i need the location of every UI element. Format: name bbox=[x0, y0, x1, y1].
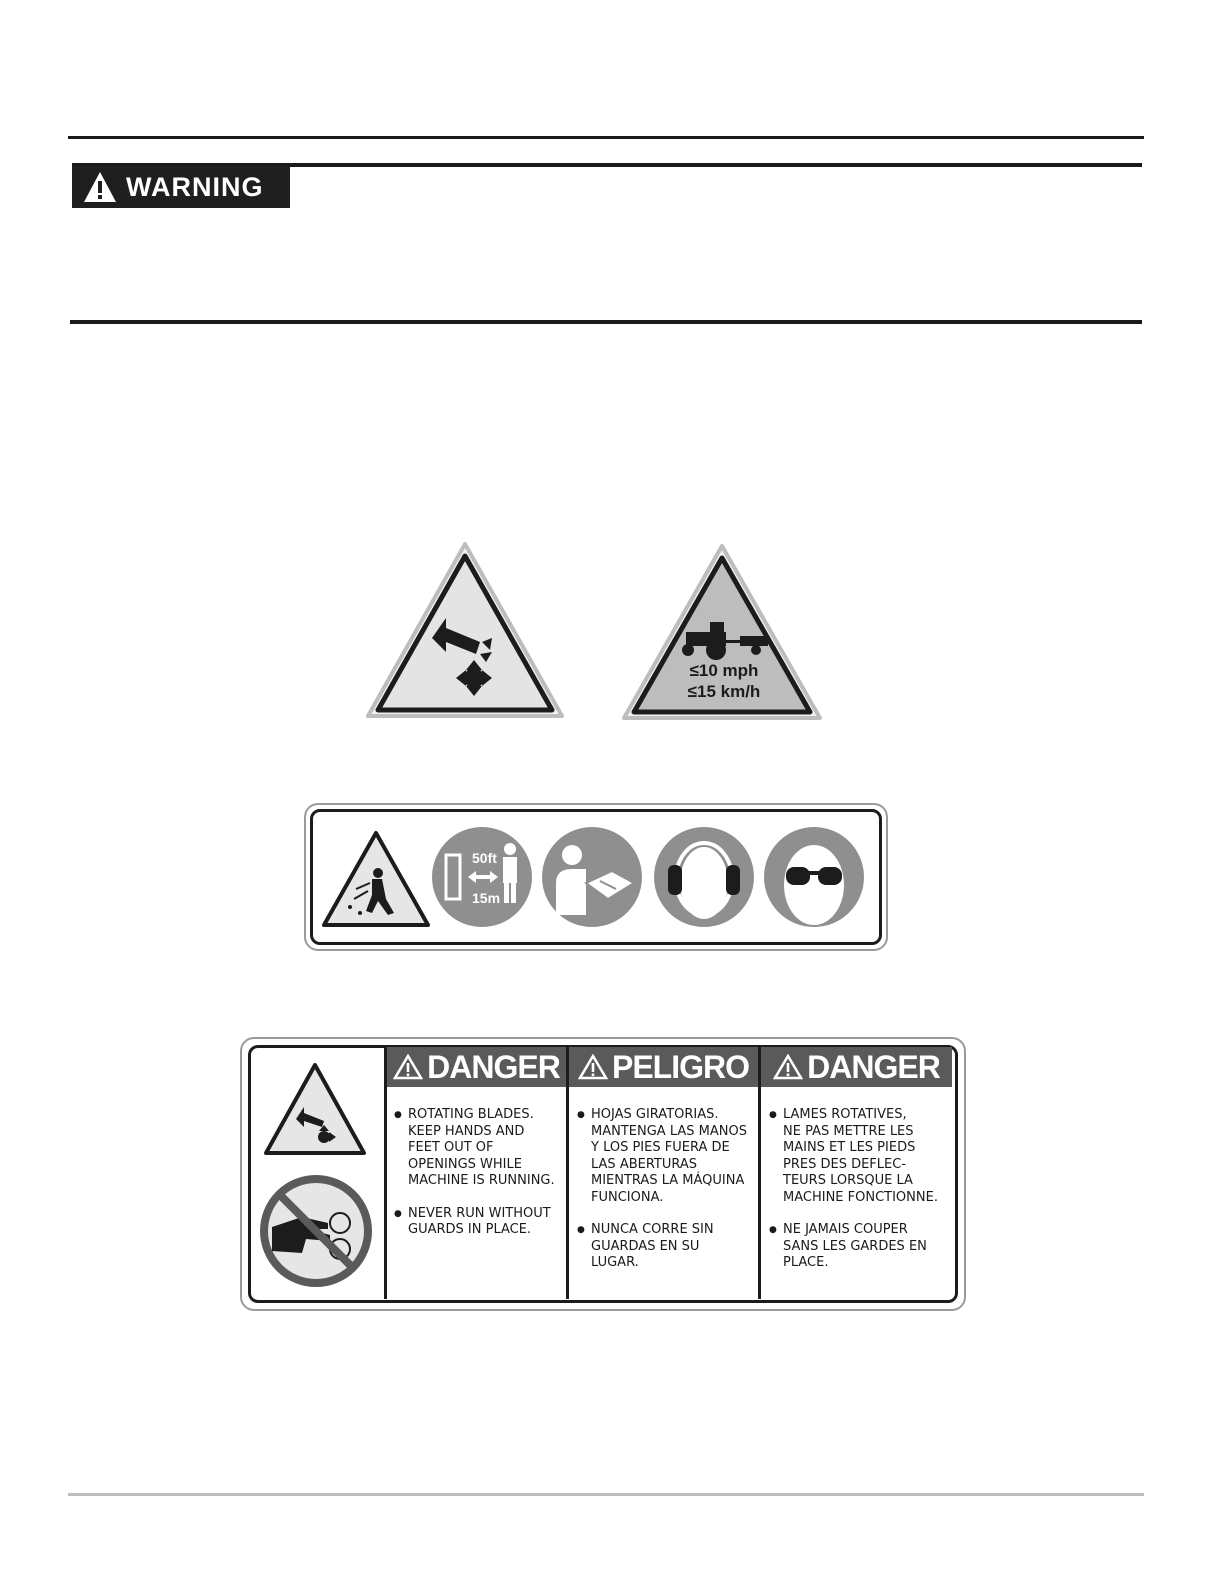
alert-triangle-icon bbox=[578, 1054, 608, 1080]
alert-triangle-icon bbox=[773, 1054, 803, 1080]
danger-bullet: ● NEVER RUN WITHOUT GUARDS IN PLACE. bbox=[394, 1206, 564, 1239]
danger-text-french bbox=[769, 1107, 951, 1288]
thrown-objects-triangle-icon bbox=[320, 829, 432, 929]
footer-rule bbox=[68, 1493, 1144, 1496]
no-hands-prohibition-icon bbox=[258, 1173, 374, 1289]
danger-bullet: ● LAMES ROTATIVES, NE PAS METTRE LES MAINS ET LES PIEDS PRES DES DEFLEC- TEURS LORSQUE LA MACHINE FONCTIONNE. bbox=[769, 1107, 951, 1206]
safety-icons-decal bbox=[304, 803, 888, 951]
danger-bullet: ● NE JAMAIS COUPER SANS LES GARDES EN PLACE. bbox=[769, 1222, 951, 1272]
rotating-blades-triangle-icon bbox=[262, 1061, 368, 1157]
rotating-blades-sign bbox=[362, 538, 568, 722]
speed-mph: ≤10 mph bbox=[689, 661, 759, 680]
warning-triangle-icon bbox=[82, 170, 118, 204]
danger-text-english bbox=[394, 1107, 564, 1255]
section-bottom-rule bbox=[70, 320, 1142, 324]
warning-label bbox=[72, 166, 290, 208]
keep-distance-icon bbox=[432, 827, 532, 927]
danger-text-spanish bbox=[577, 1107, 757, 1288]
hearing-protection-icon bbox=[654, 827, 754, 927]
danger-heading-spanish: PELIGRO bbox=[569, 1047, 758, 1087]
distance-meters: 15m bbox=[472, 890, 501, 906]
distance-feet: 50ft bbox=[472, 850, 497, 866]
read-manual-icon bbox=[542, 827, 642, 927]
alert-triangle-icon bbox=[393, 1054, 423, 1080]
danger-bullet: ● HOJAS GIRATORIAS. MANTENGA LAS MANOS Y LOS PIES FUERA DE LAS ABERTURAS MIENTRAS LA MÁQUINA FUNCIONA. bbox=[577, 1107, 757, 1206]
speed-kmh: ≤15 km/h bbox=[687, 682, 761, 701]
eye-protection-icon bbox=[764, 827, 864, 927]
danger-bullet: ● ROTATING BLADES. KEEP HANDS AND FEET OUT OF OPENINGS WHILE MACHINE IS RUNNING. bbox=[394, 1107, 564, 1190]
danger-heading-english: DANGER bbox=[387, 1047, 566, 1087]
danger-heading-french: DANGER bbox=[761, 1047, 952, 1087]
danger-bullet: ● NUNCA CORRE SIN GUARDAS EN SU LUGAR. bbox=[577, 1222, 757, 1272]
warning-text: WARNING bbox=[126, 171, 264, 202]
danger-decal bbox=[240, 1037, 966, 1311]
speed-limit-sign bbox=[618, 540, 826, 724]
distance-icon bbox=[432, 827, 532, 927]
top-rule bbox=[68, 136, 1144, 139]
